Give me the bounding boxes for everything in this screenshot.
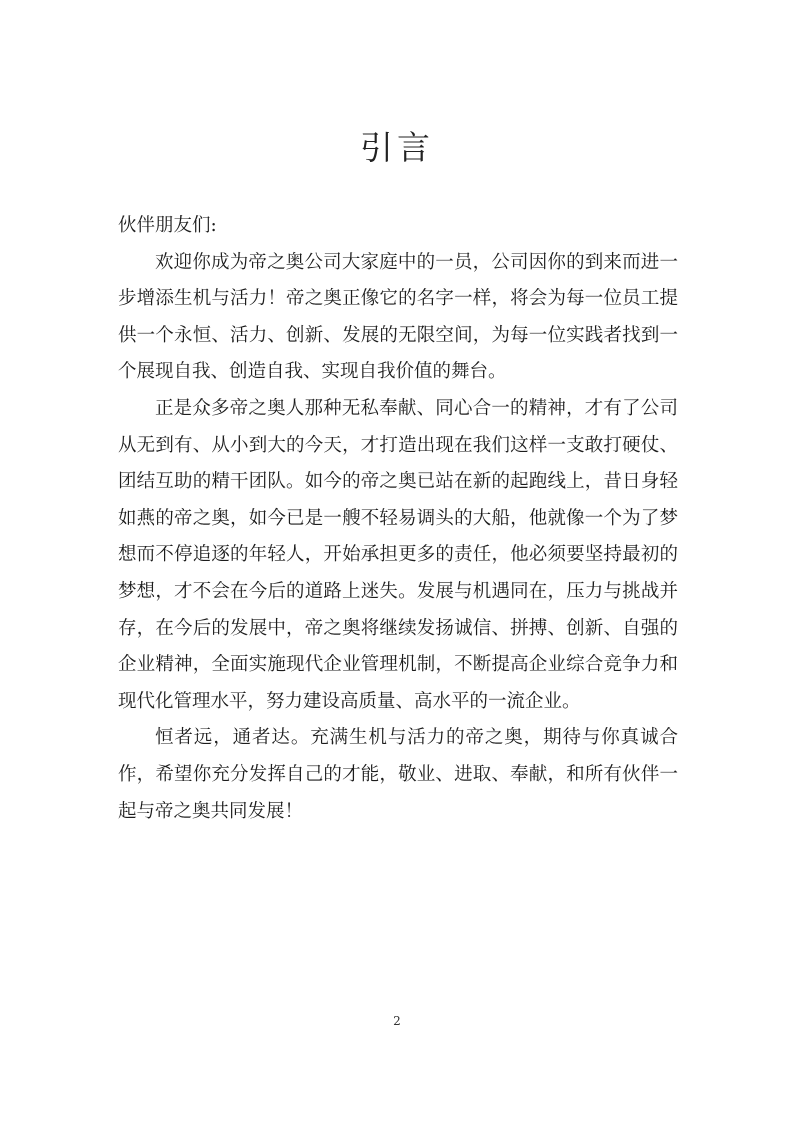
page-number: 2 (393, 1014, 401, 1028)
paragraph-welcome: 欢迎你成为帝之奥公司大家庭中的一员，公司因你的到来而进一步增添生机与活力！帝之奥正像它的名字一样，将会为每一位员工提供一个永恒、活力、创新、发展的无限空间，为每一位实践者找到一个展现自我、创造自我、实现自我价值的舞台。 (118, 251, 678, 383)
greeting: 伙伴朋友们: (118, 215, 217, 236)
page-title: 引言 (360, 128, 434, 167)
body-text (118, 208, 678, 830)
paragraph-closing: 恒者远，通者达。充满生机与活力的帝之奥，期待与你真诚合作，希望你充分发挥自己的才能，敬业、进取、奉献，和所有伙伴一起与帝之奥共同发展！ (118, 727, 678, 822)
paragraph-history: 正是众多帝之奥人那种无私奉献、同心合一的精神，才有了公司从无到有、从小到大的今天，才打造出现在我们这样一支敢打硬仗、团结互助的精干团队。如今的帝之奥已站在新的起跑线上，昔日身轻如燕的帝之奥，如今已是一艘不轻易调头的大船，他就像一个为了梦想而不停追逐的年轻人，开始承担更多的责任，他必须要坚持最初的梦想，才不会在今后的道路上迷失。发展与机遇同在，压力与挑战并存，在今后的发展中，帝之奥将继续发扬诚信、拼搏、创新、自强的企业精神，全面实施现代企业管理机制，不断提高企业综合竞争力和现代化管理水平，努力建设高质量、高水平的一流企业。 (118, 397, 678, 712)
